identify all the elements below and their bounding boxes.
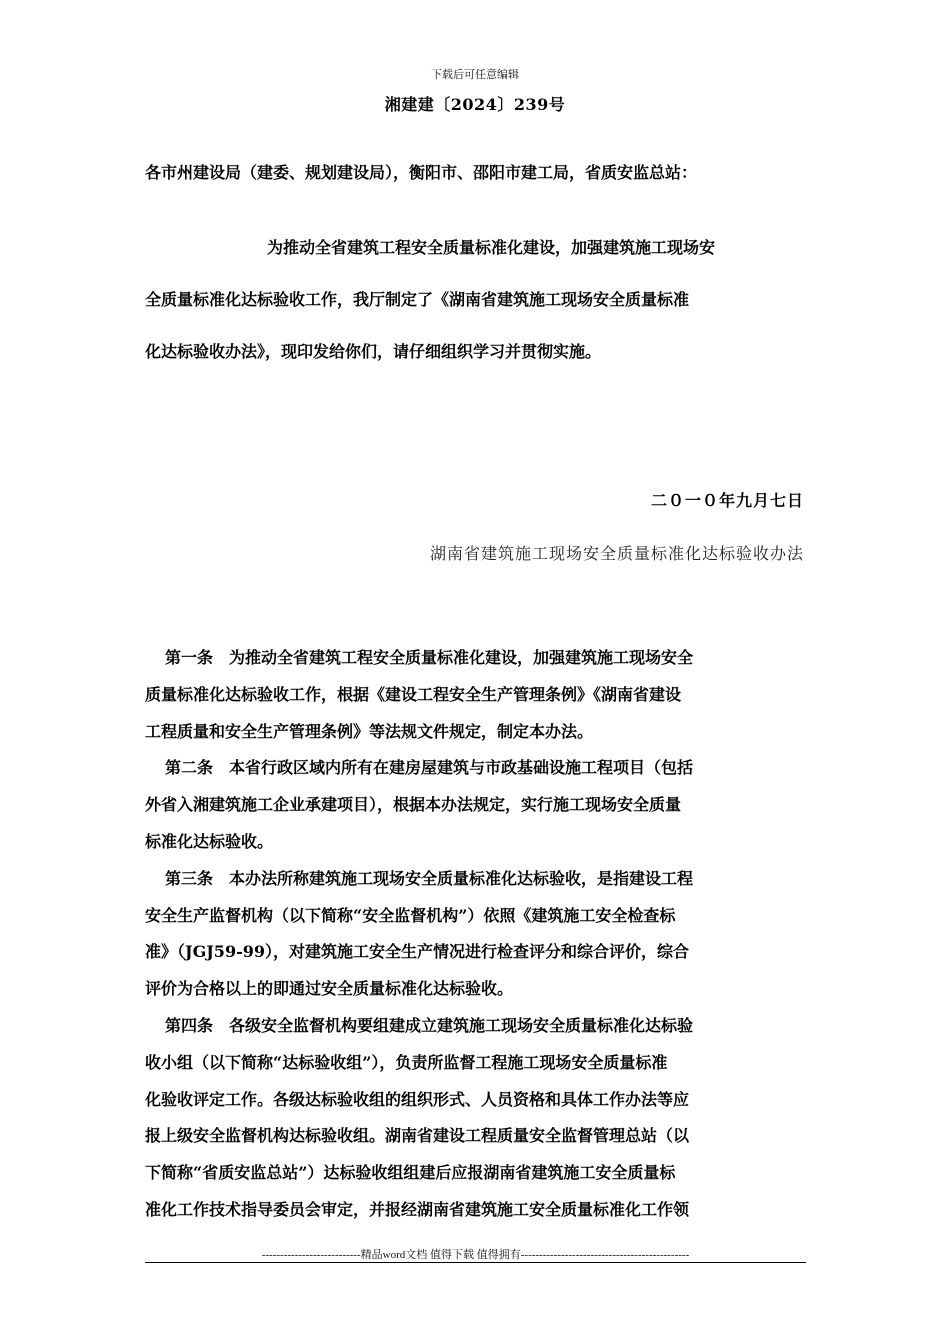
articles-body: [145, 640, 810, 1229]
article-3-line: 安全生产监督机构（以下简称“安全监督机构”）依照《建筑施工安全检查标: [145, 905, 676, 925]
document-subtitle: 湖南省建筑施工现场安全质量标准化达标验收办法: [429, 544, 804, 563]
intro-line: 为推动全省建筑工程安全质量标准化建设，加强建筑施工现场安: [267, 238, 716, 257]
header-note: 下载后可任意编辑: [431, 68, 519, 81]
article-4-line: 化验收评定工作。各级达标验收组的组织形式、人员资格和具体工作办法等应: [145, 1089, 690, 1109]
article-3-line: 第三条 本办法所称建筑施工现场安全质量标准化达标验收，是指建设工程: [165, 868, 694, 888]
footer-divider: [145, 1262, 806, 1263]
article-1-line: 质量标准化达标验收工作，根据《建设工程安全生产管理条例》《湖南省建设: [145, 684, 682, 704]
article-4-line: 下简称“省质安监总站”）达标验收组组建后应报湖南省建筑施工安全质量标: [145, 1163, 676, 1183]
article-1-line: 工程质量和安全生产管理条例》等法规文件规定，制定本办法。: [145, 721, 594, 741]
article-3-line: 准》（JGJ59-99），对建筑施工安全生产情况进行检查评分和综合评价，综合: [145, 942, 689, 962]
intro-line: 全质量标准化达标验收工作，我厅制定了《湖南省建筑施工现场安全质量标准: [145, 290, 690, 309]
article-4-line: 第四条 各级安全监督机构要组建成立建筑施工现场安全质量标准化达标验: [165, 1015, 694, 1035]
article-4-line: 收小组（以下简称“达标验收组”），负责所监督工程施工现场安全质量标准: [145, 1052, 668, 1072]
article-2-line: 第二条 本省行政区域内所有在建房屋建筑与市政基础设施工程项目（包括: [165, 758, 694, 778]
intro-paragraph: [145, 222, 810, 378]
addressee-line: 各市州建设局（建委、规划建设局），衡阳市、邵阳市建工局，省质安监总站：: [145, 163, 698, 182]
article-2-line: 标准化达标验收。: [145, 831, 274, 851]
intro-line: 化达标验收办法》，现印发给你们，请仔细组织学习并贯彻实施。: [145, 342, 602, 361]
article-4-line: 报上级安全监督机构达标验收组。湖南省建设工程质量安全监督管理总站（以: [145, 1126, 690, 1146]
issue-date: 二０一０年九月七日: [650, 491, 804, 510]
article-3-line: 评价为合格以上的即通过安全质量标准化达标验收。: [145, 979, 514, 999]
document-number: 湘建建〔2024〕239号: [384, 95, 566, 114]
article-2-line: 外省入湘建筑施工企业承建项目），根据本办法规定，实行施工现场安全质量: [145, 795, 682, 815]
article-4-line: 准化工作技术指导委员会审定，并报经湖南省建筑施工安全质量标准化工作领: [145, 1199, 690, 1219]
footer-text: ---------------------------精品word文档 值得下载 值得拥有----------------------------------------------: [261, 1249, 690, 1261]
article-1-line: 第一条 为推动全省建筑工程安全质量标准化建设，加强建筑施工现场安全: [165, 648, 694, 667]
